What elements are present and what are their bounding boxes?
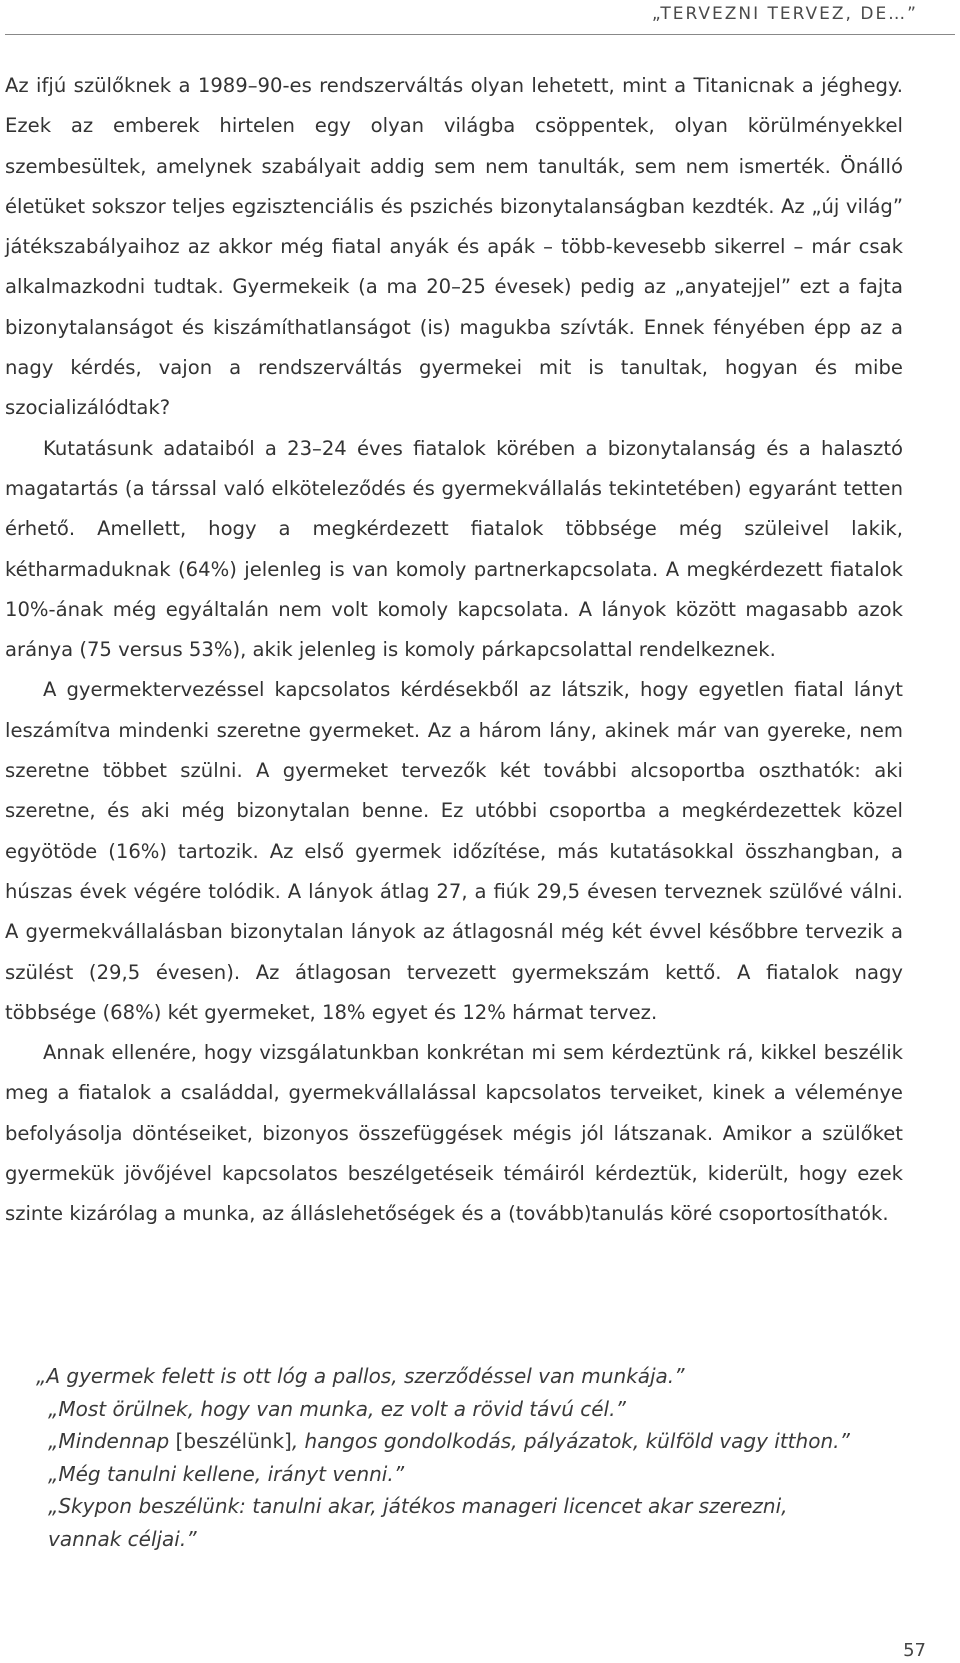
quote-3-bracket: [beszélünk]	[175, 1429, 292, 1453]
header-divider	[5, 34, 955, 35]
paragraph-4: Annak ellenére, hogy vizsgálatunkban konkrétan mi sem kérdeztünk rá, kikkel beszélik meg a fiatalok a családdal, gyermekvállalással kapcsolatos terveiket, kinek a véleménye befolyásolja döntéseiket, bizonyos összefüggések mégis jól látszanak. Amikor a szülőket gyermekük jövőjével kapcsolatos beszélgetéseik témáiról kérdeztük, kiderült, hogy ezek szinte kizárólag a munka, az álláslehetőségek és a (tovább)tanulás köré csoportosíthatók.	[5, 1041, 903, 1226]
quote-2: „Most örülnek, hogy van munka, ez volt a rövid távú cél.”	[48, 1396, 626, 1421]
running-header	[0, 0, 960, 34]
body-text	[5, 66, 903, 1235]
quote-5-line-2: vannak céljai.”	[48, 1526, 197, 1551]
quote-1: „A gyermek felett is ott lóg a pallos, szerződéssel van munkája.”	[36, 1364, 685, 1388]
quote-3	[36, 1425, 916, 1458]
quote-3-start: „Mindennap	[48, 1429, 176, 1453]
paragraph-3: A gyermektervezéssel kapcsolatos kérdésekből az látszik, hogy egyetlen fiatal lányt leszámítva mindenki szeretne gyermeket. Az a három lány, akinek már van gyereke, nem szeretne többet szülni. A gyermeket tervezők két további alcsoportba oszthatók: aki szeretne, és aki még bizonytalan benne. Ez utóbbi csoportba a megkérdezettek közel egyötöde (16%) tartozik. Az első gyermek időzítése, más kutatásokkal összhangban, a húszas évek végére tolódik. A lányok átlag 27, a fiúk 29,5 évesen terveznek szülővé válni. A gyermekvállalásban bizonytalan lányok az átlagosnál még két évvel későbbre tervezik a szülést (29,5 évesen). Az átlagosan tervezett gyermekszám kettő. A fiatalok nagy többsége (68%) két gyermeket, 18% egyet és 12% hármat tervez.	[5, 678, 903, 1024]
paragraph-1: Az ifjú szülőknek a 1989–90-es rendszerváltás olyan lehetett, mint a Titanicnak a jéghegy. Ezek az emberek hirtelen egy olyan világba csöppentek, olyan körülményekkel szembesültek, amelynek szabályait addig sem nem tanulták, sem nem ismerték. Önálló életüket sokszor teljes egzisztenciális és pszichés bizonytalanságban kezdték. Az „új világ” játékszabályaihoz az akkor még fiatal anyák és apák – több-kevesebb sikerrel – már csak alkalmazkodni tudtak. Gyermekeik (a ma 20–25 évesek) pedig az „anyatejjel” ezt a fajta bizonytalanságot és kiszámíthatlanságot (is) magukba szívták. Ennek fényében épp az a nagy kérdés, vajon a rendszerváltás gyermekei mit is tanultak, hogyan és mibe szocializálódtak?	[5, 74, 903, 420]
interview-quotes	[36, 1360, 916, 1555]
quote-4: „Még tanulni kellene, irányt venni.”	[48, 1461, 405, 1486]
running-title: „TERVEZNI TERVEZ, DE…”	[651, 4, 918, 24]
paragraph-2: Kutatásunk adataiból a 23–24 éves fiatalok körében a bizonytalanság és a halasztó magatartás (a társsal való elköteleződés és gyermekvállalás tekintetében) egyaránt tetten érhető. Amellett, hogy a megkérdezett fiatalok többsége még szüleivel lakik, kétharmaduknak (64%) jelenleg is van komoly partnerkapcsolata. A megkérdezett fiatalok 10%-ának még egyáltalán nem volt komoly kapcsolata. A lányok között magasabb azok aránya (75 versus 53%), akik jelenleg is komoly párkapcsolattal rendelkeznek.	[5, 436, 903, 662]
page-number: 57	[903, 1640, 926, 1661]
quote-5-line-1: „Skypon beszélünk: tanulni akar, játékos manageri licencet akar szerezni,	[48, 1494, 788, 1518]
quote-3-end: , hangos gondolkodás, pályázatok, külföld vagy itthon.”	[291, 1429, 850, 1453]
